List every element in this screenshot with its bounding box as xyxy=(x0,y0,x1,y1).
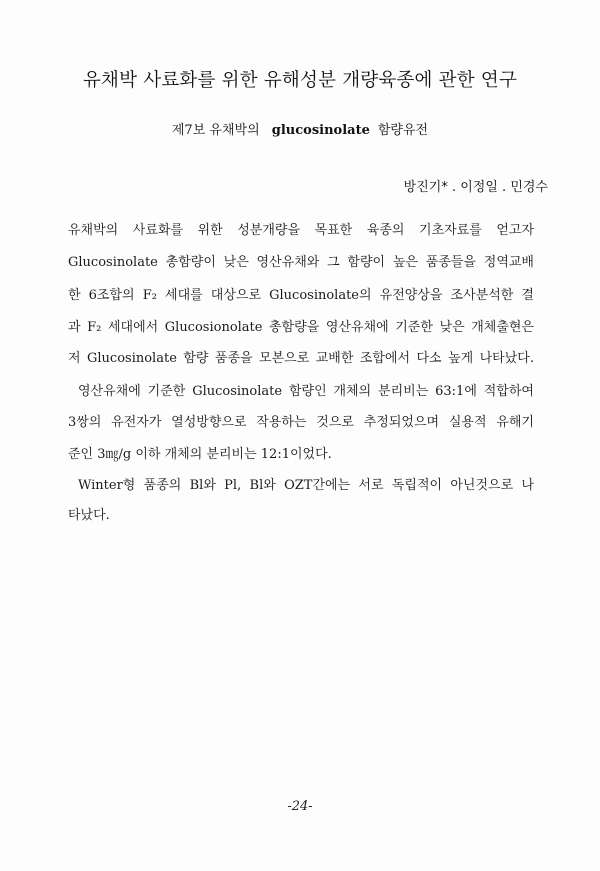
subtitle-rest: 함량유전 xyxy=(377,123,429,138)
paper-title: 유채박 사료화를 위한 유해성분 개량육종에 관한 연구 xyxy=(82,70,518,91)
body-line: 저 Glucosinolate 함량 품종을 모본으로 교배한 조합에서 다소 높게 나타났다. xyxy=(68,351,534,366)
body-line: Winter형 품종의 Bl와 Pl, Bl와 OZT간에는 서로 독립적이 아닌것으로 나 xyxy=(78,478,534,493)
body-line: 유채박의 사료화를 위한 성분개량을 목표한 육종의 기초자료를 얻고자 xyxy=(68,223,534,238)
subtitle-part: 제7보 xyxy=(171,123,206,138)
body-line: 타났다. xyxy=(68,508,110,523)
body-line: 3쌍의 유전자가 열성방향으로 작용하는 것으로 추정되었으며 실용적 유해기 xyxy=(68,415,534,430)
body-line: 한 6조합의 F₂ 세대를 대상으로 Glucosinolate의 유전양상을 조사분석한 결 xyxy=(68,288,534,303)
body-line: 준인 3㎎/g 이하 개체의 분리비는 12:1이었다. xyxy=(68,447,332,462)
body-line: 영산유채에 기준한 Glucosinolate 함량인 개체의 분리비는 63:1에 적합하여 xyxy=(78,384,534,399)
subtitle-keyword: glucosinolate xyxy=(271,123,370,138)
author-list: 방진기* . 이정일 . 민경수 xyxy=(403,180,548,195)
subtitle-crop: 유채박의 xyxy=(209,123,260,138)
paper-subtitle xyxy=(0,119,600,138)
page-number: -24- xyxy=(287,799,313,814)
body-line: 과 F₂ 세대에서 Glucosionolate 총함량을 영산유채에 기준한 낮은 개체출현은 xyxy=(68,320,534,335)
body-line: Glucosinolate 총함량이 낮은 영산유채와 그 함량이 높은 품종들을 정역교배 xyxy=(68,255,534,270)
